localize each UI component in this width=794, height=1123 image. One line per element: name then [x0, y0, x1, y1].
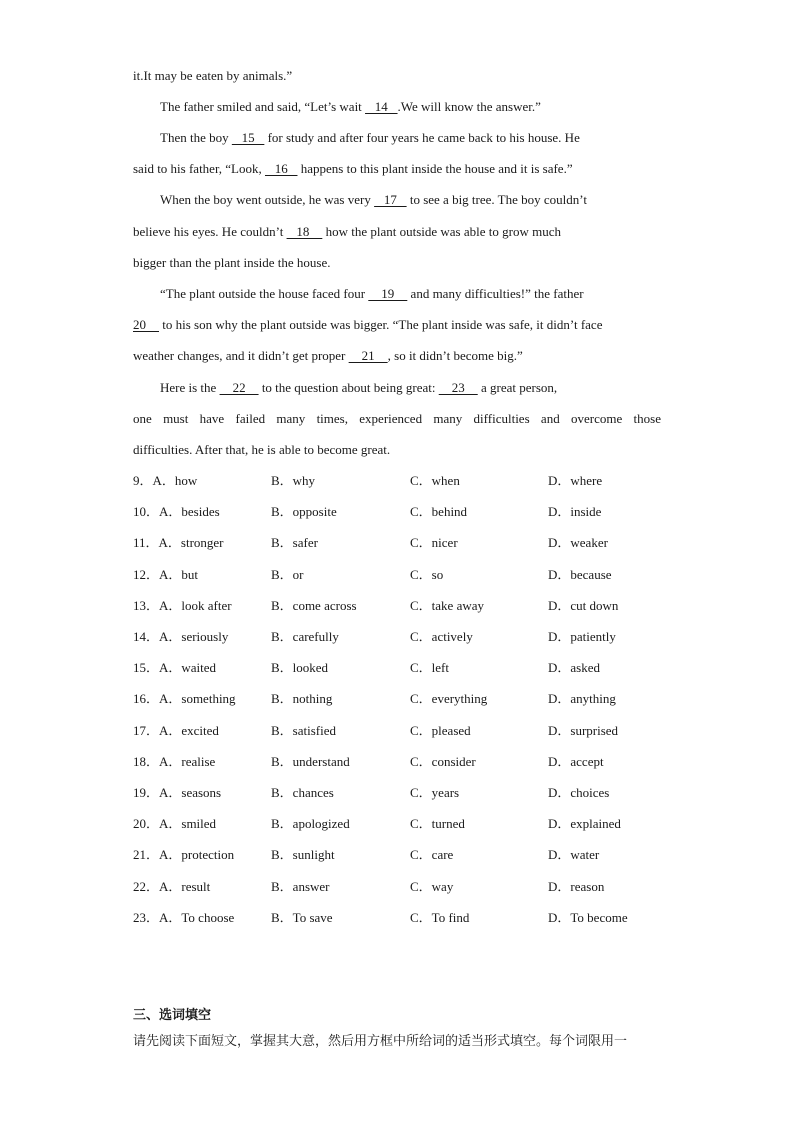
option-d: D．asked: [548, 660, 600, 676]
option-d: D．patiently: [548, 629, 616, 644]
question-row: [133, 715, 661, 746]
blank-22: 22: [219, 380, 259, 395]
passage-line-9: [133, 309, 661, 340]
option-c: C．turned: [410, 816, 465, 832]
text: for study and after four years he came back to his house. He: [264, 130, 580, 145]
option-b: B．answer: [271, 878, 330, 894]
question-row: [133, 808, 661, 839]
text: happens to this plant inside the house and it is safe.”: [297, 161, 573, 176]
option-c: C．consider: [410, 753, 476, 769]
option-b: B．To save: [271, 909, 333, 925]
passage-line-11: [133, 372, 661, 403]
passage-line-7: [133, 247, 661, 278]
option-b: B．why: [271, 473, 316, 488]
option-a: 18．A．realise: [133, 753, 216, 769]
question-row: [133, 590, 661, 621]
question-row: [133, 683, 661, 714]
option-c: C．To find: [410, 909, 470, 925]
option-d: D．weaker: [548, 535, 608, 551]
passage-line-8: [133, 278, 661, 309]
option-c: C．so: [410, 566, 444, 582]
blank-15: 15: [231, 130, 265, 145]
text: it.It may be eaten by animals.”: [133, 68, 293, 83]
question-row: [133, 652, 661, 683]
question-row: [133, 871, 661, 902]
option-b: B．looked: [271, 660, 329, 676]
text: The father smiled and said, “Let’s wait: [160, 99, 366, 114]
question-row: [133, 902, 661, 933]
option-d: D．accept: [548, 753, 604, 769]
option-a: 16．A．something: [133, 691, 236, 707]
option-a: 22．A．result: [133, 878, 211, 894]
option-b: B．opposite: [271, 504, 337, 520]
option-a: 10．A．besides: [133, 504, 220, 520]
option-a: 21．A．protection: [133, 847, 235, 863]
text: to see a big tree. The boy couldn’t: [406, 192, 587, 207]
text: weather changes, and it didn’t get proper: [133, 348, 349, 363]
passage-line-1: [133, 60, 661, 91]
option-d: D．because: [548, 566, 612, 582]
question-row: [133, 746, 661, 777]
option-a: 23．A．To choose: [133, 909, 235, 925]
option-d: D．To become: [548, 909, 628, 925]
text: difficulties. After that, he is able to become great.: [133, 442, 391, 457]
option-b: B．safer: [271, 535, 318, 551]
text: and many difficulties!” the father: [407, 286, 584, 301]
text: Here is the: [160, 380, 220, 395]
option-b: B．nothing: [271, 691, 333, 707]
option-b: B．chances: [271, 785, 334, 800]
text: When the boy went outside, he was very: [160, 192, 375, 207]
option-c: C．way: [410, 878, 454, 894]
text: to the question about being great:: [258, 380, 439, 395]
text: believe his eyes. He couldn’t: [133, 224, 287, 239]
option-c: C．actively: [410, 629, 473, 644]
option-a: 15．A．waited: [133, 660, 217, 676]
text: how the plant outside was able to grow much: [322, 224, 561, 239]
option-c: C．when: [410, 473, 460, 488]
blank-14: 14: [365, 99, 398, 114]
passage-line-3: [133, 122, 661, 153]
option-d: D．inside: [548, 504, 602, 520]
option-a: 9．A．how: [133, 473, 198, 488]
passage-line-2: [133, 91, 661, 122]
option-d: D．water: [548, 847, 600, 863]
text: one must have failed many times, experienced many difficulties and overcome those: [133, 411, 661, 426]
option-c: C．care: [410, 847, 454, 863]
passage-line-6: [133, 216, 661, 247]
option-b: B．or: [271, 566, 304, 582]
option-a: 17．A．excited: [133, 722, 219, 738]
option-a: 11．A．stronger: [133, 535, 224, 551]
option-a: 12．A．but: [133, 566, 199, 582]
passage-line-12: [133, 403, 661, 434]
text: said to his father, “Look,: [133, 161, 265, 176]
section-title: 三、选词填空: [133, 1008, 212, 1023]
option-b: B．come across: [271, 597, 357, 613]
question-row: [133, 527, 661, 558]
option-b: B．apologized: [271, 816, 350, 832]
option-c: C．everything: [410, 691, 488, 707]
option-c: C．pleased: [410, 722, 471, 738]
text: , so it didn’t become big.”: [387, 348, 523, 363]
text: “The plant outside the house faced four: [160, 286, 369, 301]
option-d: D．choices: [548, 785, 610, 800]
question-row: [133, 465, 661, 496]
text: Then the boy: [160, 130, 232, 145]
question-row: [133, 839, 661, 870]
option-a: 14．A．seriously: [133, 629, 229, 644]
option-d: D．reason: [548, 878, 605, 894]
option-c: C．nicer: [410, 535, 458, 551]
question-row: [133, 496, 661, 527]
option-c: C．years: [410, 785, 460, 800]
passage-line-13: [133, 434, 661, 465]
passage-line-4: [133, 153, 661, 184]
text: to his son why the plant outside was bigger. “The plant inside was safe, it didn’t face: [159, 317, 603, 332]
option-c: C．left: [410, 660, 449, 676]
blank-16: 16: [264, 161, 298, 176]
question-row: [133, 559, 661, 590]
option-d: D．explained: [548, 816, 621, 832]
passage-line-10: [133, 340, 661, 371]
option-d: D．where: [548, 473, 603, 488]
option-b: B．carefully: [271, 629, 339, 644]
blank-19: 19: [368, 286, 408, 301]
question-row: [133, 777, 661, 808]
option-b: B．sunlight: [271, 847, 335, 863]
question-row: [133, 621, 661, 652]
blank-23: 23: [438, 380, 478, 395]
option-a: 19．A．seasons: [133, 785, 222, 800]
option-d: D．surprised: [548, 722, 619, 738]
option-b: B．satisfied: [271, 722, 336, 738]
option-b: B．understand: [271, 753, 350, 769]
text: .We will know the answer.”: [397, 99, 541, 114]
text: bigger than the plant inside the house.: [133, 255, 331, 270]
passage-line-5: [133, 184, 661, 215]
option-a: 13．A．look after: [133, 597, 232, 613]
blank-21: 21: [348, 348, 388, 363]
section-instruction: 请先阅读下面短文，掌握其大意，然后用方框中所给词的适当形式填空。每个词限用一: [133, 1034, 628, 1049]
text: a great person,: [477, 380, 558, 395]
option-d: D．anything: [548, 691, 616, 707]
option-d: D．cut down: [548, 597, 619, 613]
option-c: C．behind: [410, 504, 468, 520]
blank-20: 20: [133, 317, 159, 332]
blank-17: 17: [374, 192, 407, 207]
option-a: 20．A．smiled: [133, 816, 217, 832]
blank-18: 18: [286, 224, 323, 239]
option-c: C．take away: [410, 597, 485, 613]
